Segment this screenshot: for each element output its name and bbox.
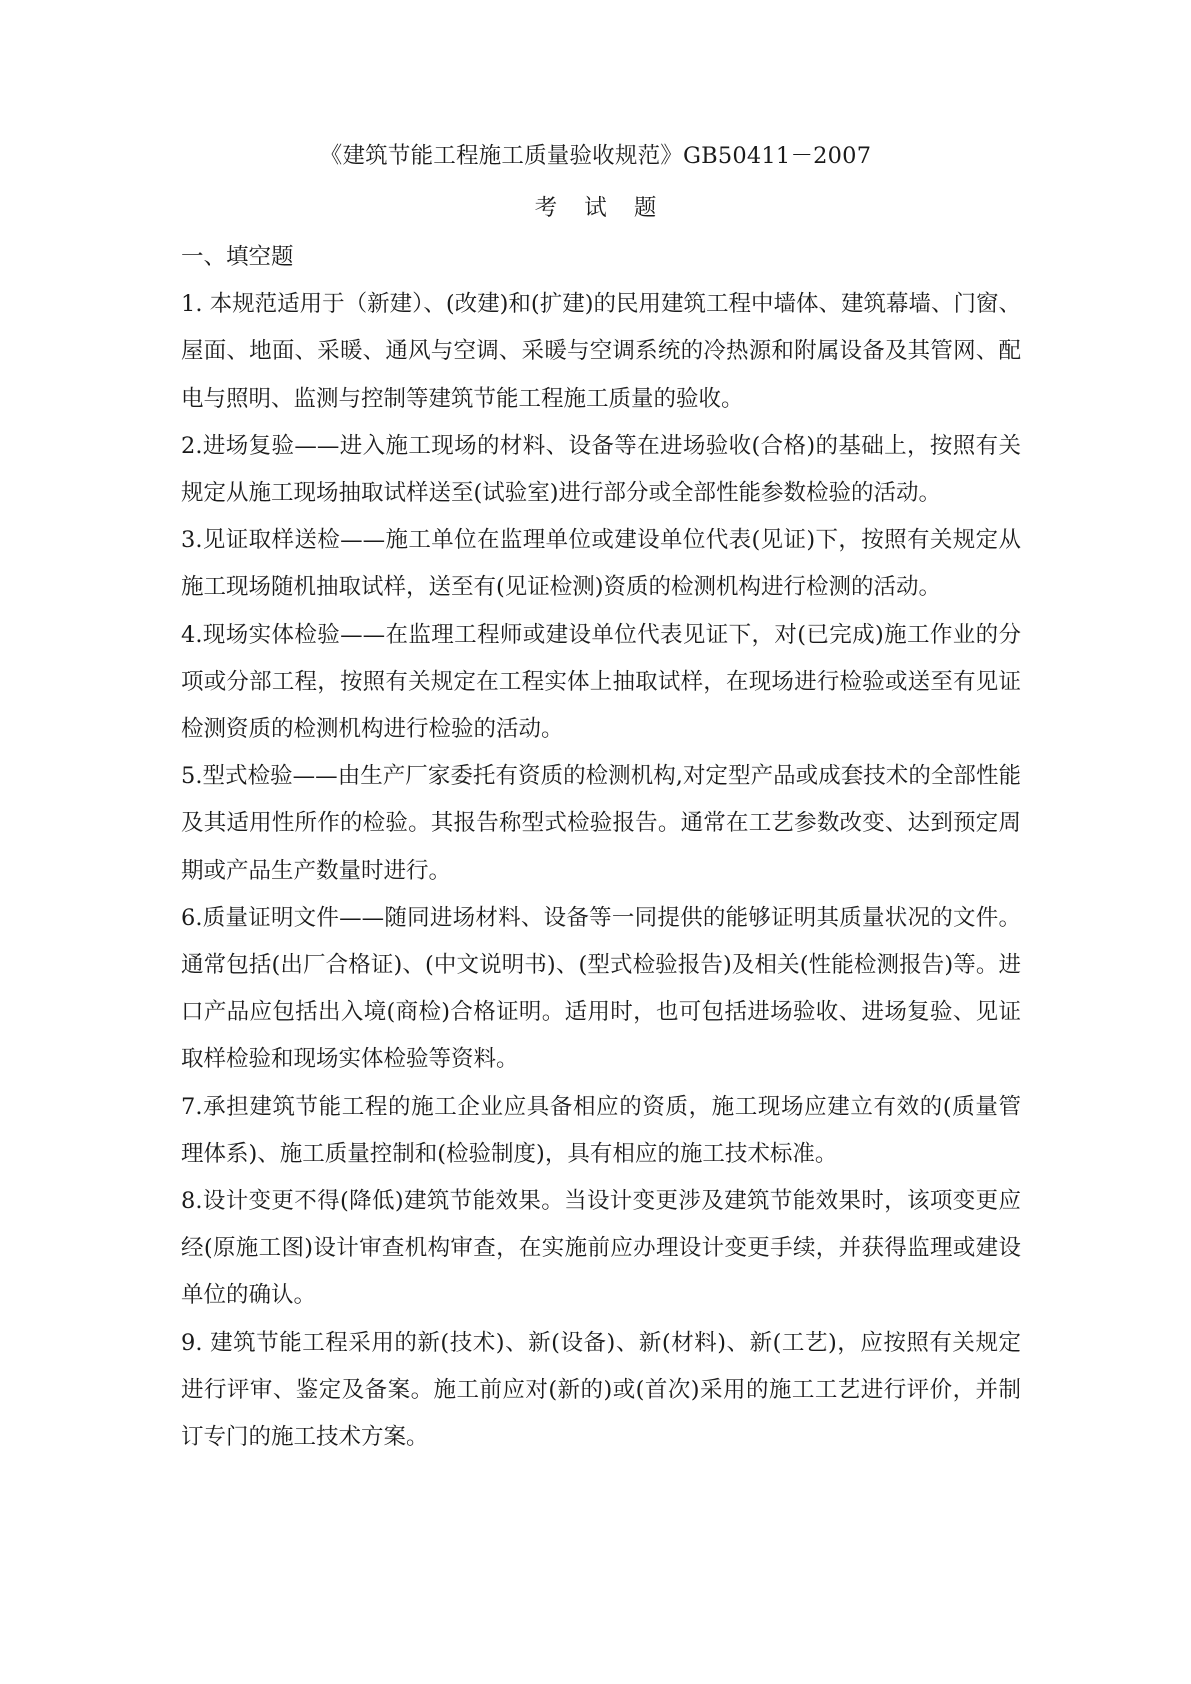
question-item-2: 2.进场复验——进入施工现场的材料、设备等在进场验收(合格)的基础上，按照有关规定从施工现场抽取试样送至(试验室)进行部分或全部性能参数检验的活动。 — [181, 432, 1021, 507]
question-item-8: 8.设计变更不得(降低)建筑节能效果。当设计变更涉及建筑节能效果时，该项变更应经(原施工图)设计审查机构审查，在实施前应办理设计变更手续，并获得监理或建设单位的确认。 — [181, 1188, 1021, 1309]
document-subtitle: 考 试 题 — [534, 195, 667, 221]
section-heading: 一、填空题 — [181, 244, 294, 270]
question-item-1: 1. 本规范适用于（新建）、(改建)和(扩建)的民用建筑工程中墙体、建筑幕墙、门窗、屋面、地面、采暖、通风与空调、采暖与空调系统的冷热源和附属设备及其管网、配电与照明、监测与控制等建筑节能工程施工质量的验收。 — [181, 291, 1021, 412]
question-item-9: 9. 建筑节能工程采用的新(技术)、新(设备)、新(材料)、新(工艺)，应按照有关规定进行评审、鉴定及备案。施工前应对(新的)或(首次)采用的施工工艺进行评价，并制订专门的施工技术方案。 — [181, 1329, 1021, 1451]
question-item-7: 7.承担建筑节能工程的施工企业应具备相应的资质，施工现场应建立有效的(质量管理体系)、施工质量控制和(检验制度)，具有相应的施工技术标准。 — [181, 1093, 1021, 1167]
question-item-6: 6.质量证明文件——随同进场材料、设备等一同提供的能够证明其质量状况的文件。通常包括(出厂合格证)、(中文说明书)、(型式检验报告)及相关(性能检测报告)等。进口产品应包括出入境(商检)合格证明。适用时，也可包括进场验收、进场复验、见证取样检验和现场实体检验等资料。 — [181, 904, 1021, 1073]
document-title: 《建筑节能工程施工质量验收规范》GB50411－2007 — [319, 143, 872, 169]
question-item-5: 5.型式检验——由生产厂家委托有资质的检测机构,对定型产品或成套技术的全部性能及其适用性所作的检验。其报告称型式检验报告。通常在工艺参数改变、达到预定周期或产品生产数量时进行。 — [181, 763, 1021, 884]
question-item-3: 3.见证取样送检——施工单位在监理单位或建设单位代表(见证)下，按照有关规定从施工现场随机抽取试样，送至有(见证检测)资质的检测机构进行检测的活动。 — [181, 527, 1021, 601]
question-item-4: 4.现场实体检验——在监理工程师或建设单位代表见证下，对(已完成)施工作业的分项或分部工程，按照有关规定在工程实体上抽取试样，在现场进行检验或送至有见证检测资质的检测机构进行检验的活动。 — [181, 621, 1021, 743]
document-body — [181, 234, 1021, 1461]
